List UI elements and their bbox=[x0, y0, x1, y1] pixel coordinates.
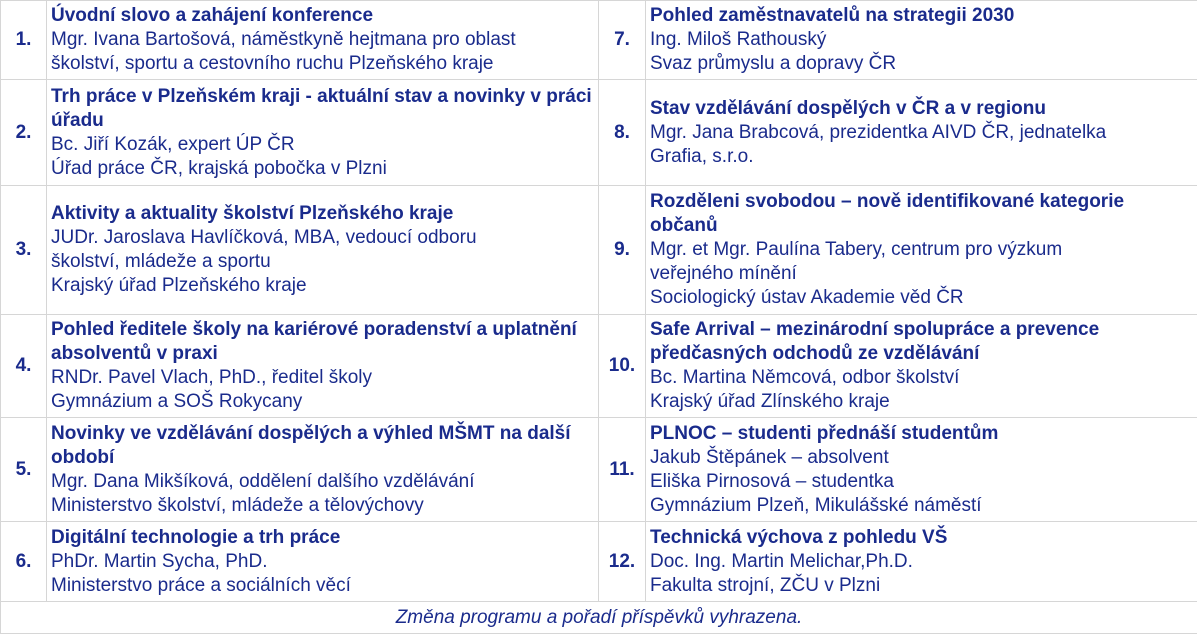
item-number: 6. bbox=[1, 522, 47, 602]
speaker-line: Doc. Ing. Martin Melichar,Ph.D. bbox=[650, 550, 1193, 574]
item-title: Trh práce v Plzeňském kraji - aktuální stav a novinky v práci úřadu bbox=[51, 85, 594, 133]
program-row bbox=[1, 522, 1197, 602]
program-item bbox=[47, 186, 599, 315]
item-title: Safe Arrival – mezinárodní spolupráce a prevence předčasných odchodů ze vzdělávání bbox=[650, 318, 1193, 366]
speaker-line: Gymnázium a SOŠ Rokycany bbox=[51, 390, 594, 414]
speaker-line: Mgr. et Mgr. Paulína Tabery, centrum pro výzkum bbox=[650, 238, 1193, 262]
item-title: Technická výchova z pohledu VŠ bbox=[650, 526, 1193, 550]
speaker-line: Fakulta strojní, ZČU v Plzni bbox=[650, 574, 1193, 598]
speaker-line: Mgr. Jana Brabcová, prezidentka AIVD ČR, jednatelka bbox=[650, 121, 1193, 145]
speaker-line: Krajský úřad Zlínského kraje bbox=[650, 390, 1193, 414]
speaker-line: Ing. Miloš Rathouský bbox=[650, 28, 1193, 52]
item-number: 5. bbox=[1, 418, 47, 522]
speaker-line: školství, sportu a cestovního ruchu Plzeňského kraje bbox=[51, 52, 594, 76]
speaker-line: Úřad práce ČR, krajská pobočka v Plzni bbox=[51, 157, 594, 181]
item-title: Úvodní slovo a zahájení konference bbox=[51, 4, 594, 28]
speaker-line: Mgr. Dana Mikšíková, oddělení dalšího vzdělávání bbox=[51, 470, 594, 494]
item-title: Pohled ředitele školy na kariérové poradenství a uplatnění absolventů v praxi bbox=[51, 318, 594, 366]
program-row bbox=[1, 315, 1197, 418]
item-title: PLNOC – studenti přednáší studentům bbox=[650, 422, 1193, 446]
item-number: 10. bbox=[599, 315, 646, 418]
footer-row bbox=[1, 602, 1197, 634]
program-item bbox=[47, 1, 599, 80]
speaker-line: Sociologický ústav Akademie věd ČR bbox=[650, 286, 1193, 310]
speaker-line: Mgr. Ivana Bartošová, náměstkyně hejtmana pro oblast bbox=[51, 28, 594, 52]
program-row bbox=[1, 80, 1197, 186]
program-item bbox=[47, 522, 599, 602]
speaker-line: veřejného mínění bbox=[650, 262, 1193, 286]
speaker-line: RNDr. Pavel Vlach, PhD., ředitel školy bbox=[51, 366, 594, 390]
item-number: 2. bbox=[1, 80, 47, 186]
program-row bbox=[1, 418, 1197, 522]
item-number: 1. bbox=[1, 1, 47, 80]
program-row bbox=[1, 186, 1197, 315]
item-number: 4. bbox=[1, 315, 47, 418]
speaker-line: Ministerstvo práce a sociálních věcí bbox=[51, 574, 594, 598]
speaker-line: školství, mládeže a sportu bbox=[51, 250, 594, 274]
item-title: Novinky ve vzdělávání dospělých a výhled MŠMT na další období bbox=[51, 422, 594, 470]
program-item bbox=[646, 522, 1197, 602]
speaker-line: Gymnázium Plzeň, Mikulášské náměstí bbox=[650, 494, 1193, 518]
item-number: 7. bbox=[599, 1, 646, 80]
speaker-line: Bc. Martina Němcová, odbor školství bbox=[650, 366, 1193, 390]
item-title: Rozděleni svobodou – nově identifikované kategorie občanů bbox=[650, 190, 1193, 238]
speaker-line: Jakub Štěpánek – absolvent bbox=[650, 446, 1193, 470]
speaker-line: Krajský úřad Plzeňského kraje bbox=[51, 274, 594, 298]
program-item bbox=[646, 315, 1197, 418]
item-title: Aktivity a aktuality školství Plzeňského kraje bbox=[51, 202, 594, 226]
program-item bbox=[646, 80, 1197, 186]
speaker-line: Svaz průmyslu a dopravy ČR bbox=[650, 52, 1193, 76]
speaker-line: Grafia, s.r.o. bbox=[650, 145, 1193, 169]
speaker-line: Eliška Pirnosová – studentka bbox=[650, 470, 1193, 494]
program-item bbox=[646, 186, 1197, 315]
item-title: Stav vzdělávání dospělých v ČR a v regionu bbox=[650, 97, 1193, 121]
speaker-line: Bc. Jiří Kozák, expert ÚP ČR bbox=[51, 133, 594, 157]
program-item bbox=[646, 418, 1197, 522]
item-number: 3. bbox=[1, 186, 47, 315]
item-number: 9. bbox=[599, 186, 646, 315]
program-item bbox=[47, 80, 599, 186]
item-number: 11. bbox=[599, 418, 646, 522]
speaker-line: Ministerstvo školství, mládeže a tělovýchovy bbox=[51, 494, 594, 518]
item-title: Pohled zaměstnavatelů na strategii 2030 bbox=[650, 4, 1193, 28]
program-row bbox=[1, 1, 1197, 80]
speaker-line: JUDr. Jaroslava Havlíčková, MBA, vedoucí odboru bbox=[51, 226, 594, 250]
program-item bbox=[646, 1, 1197, 80]
item-title: Digitální technologie a trh práce bbox=[51, 526, 594, 550]
program-item bbox=[47, 418, 599, 522]
item-number: 8. bbox=[599, 80, 646, 186]
speaker-line: PhDr. Martin Sycha, PhD. bbox=[51, 550, 594, 574]
item-number: 12. bbox=[599, 522, 646, 602]
program-item bbox=[47, 315, 599, 418]
program-change-note: Změna programu a pořadí příspěvků vyhrazena. bbox=[1, 602, 1197, 634]
